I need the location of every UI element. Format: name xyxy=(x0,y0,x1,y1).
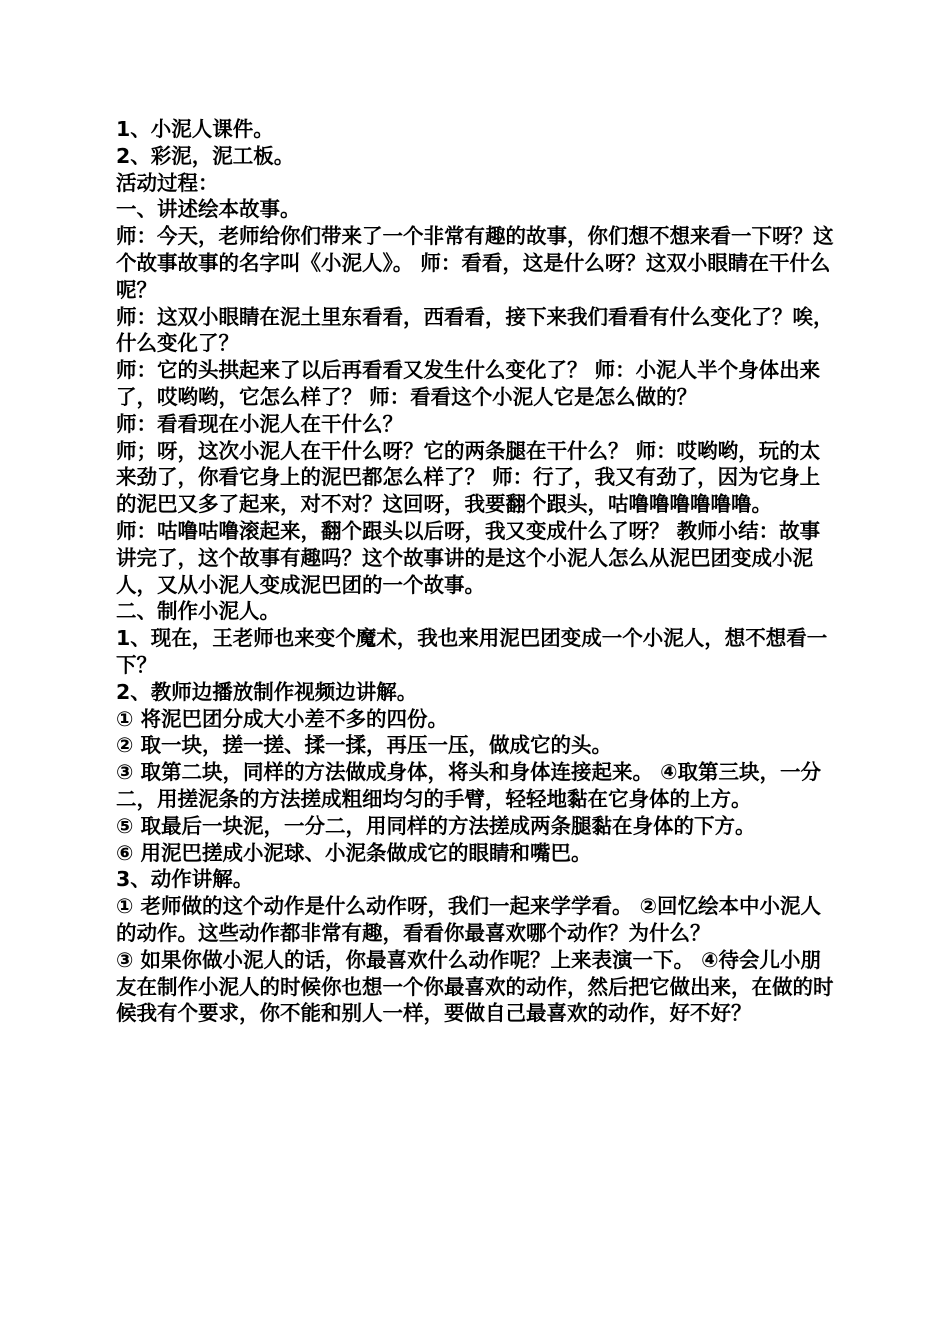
making-substep: ① 将泥巴团分成大小差不多的四份。 xyxy=(116,706,448,731)
story-paragraph: 师：这双小眼睛在泥土里东看看，西看看，接下来我们看看有什么变化了？唉，什么变化了？ xyxy=(116,304,834,356)
section-heading-activity-process: 活动过程： xyxy=(116,170,219,195)
action-substep: ① 老师做的这个动作是什么动作呀，我们一起来学学看。 ②回忆绘本中小泥人的动作。这些动作都非常有趣，看看你最喜欢哪个动作？为什么？ xyxy=(116,894,821,945)
making-step: 1、现在，王老师也来变个魔术，我也来用泥巴团变成一个小泥人，想不想看一下？ xyxy=(116,626,828,677)
material-item-courseware: 1、小泥人课件。 xyxy=(116,117,274,141)
making-substep: ③ 取第二块，同样的方法做成身体，将头和身体连接起来。 ④取第三块，一分二，用搓泥条的方法搓成粗细均匀的手臂，轻轻地黏在它身体的上方。 xyxy=(116,760,821,811)
section-heading-story: 一、讲述绘本故事。 xyxy=(116,197,301,222)
section-heading-make-clay-figure: 二、制作小泥人。 xyxy=(116,599,280,624)
making-substep: ② 取一块，搓一搓、揉一揉，再压一压，做成它的头。 xyxy=(116,733,612,758)
making-step: 3、动作讲解。 xyxy=(116,867,254,892)
action-substep: ③ 如果你做小泥人的话，你最喜欢什么动作呢？上来表演一下。 ④待会儿小朋友在制作小泥人的时候你也想一个你最喜欢的动作，然后把它做出来，在做的时候我有个要求，你不能和别人一样，要做自己最喜欢的动作，好不好？ xyxy=(116,947,834,1026)
making-step: 2、教师边播放制作视频边讲解。 xyxy=(116,679,418,704)
making-substep: ⑥ 用泥巴搓成小泥球、小泥条做成它的眼睛和嘴巴。 xyxy=(116,840,592,865)
story-paragraph: 师：今天，老师给你们带来了一个非常有趣的故事，你们想不想来看一下呀？这个故事故事的名字叫《小泥人》。 师：看看，这是什么呀？这双小眼睛在干什么呢？ xyxy=(116,224,834,302)
story-paragraph: 师：咕噜咕噜滚起来，翻个跟头以后呀，我又变成什么了呀？ 教师小结：故事讲完了，这个故事有趣吗？这个故事讲的是这个小泥人怎么从泥巴团变成小泥人，又从小泥人变成泥巴团的一个故事。 xyxy=(116,518,821,597)
document-page xyxy=(116,116,838,1027)
making-substep: ⑤ 取最后一块泥，一分二，用同样的方法搓成两条腿黏在身体的下方。 xyxy=(116,813,756,838)
material-item-clay: 2、彩泥，泥工板。 xyxy=(116,143,295,168)
story-paragraph: 师：它的头拱起来了以后再看看又发生什么变化了？ 师：小泥人半个身体出来了，哎哟哟，它怎么样了？ 师：看看这个小泥人它是怎么做的？ xyxy=(116,358,821,409)
story-paragraph: 师；呀，这次小泥人在干什么呀？它的两条腿在干什么？ 师：哎哟哟，玩的太来劲了，你看它身上的泥巴都怎么样了？ 师：行了，我又有劲了，因为它身上的泥巴又多了起来，对不对？这回呀，我要翻个跟头，咕噜噜噜噜噜噜。 xyxy=(116,438,821,517)
story-paragraph: 师：看看现在小泥人在干什么？ xyxy=(116,411,403,436)
